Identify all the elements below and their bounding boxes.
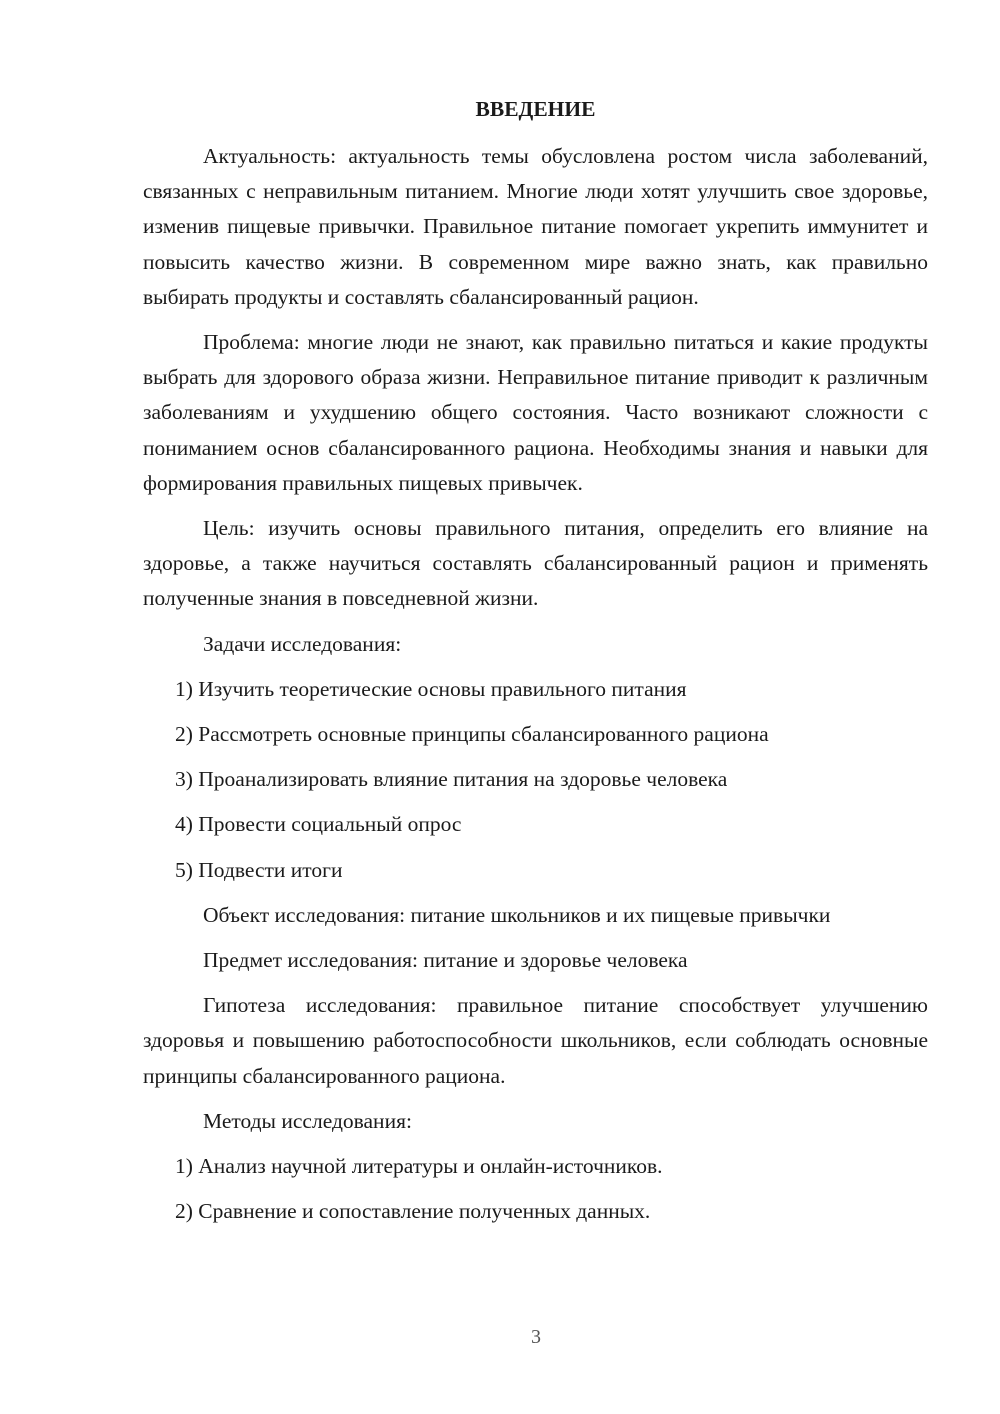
- list-item: 1) Изучить теоретические основы правильного питания: [175, 676, 687, 701]
- list-item: 5) Подвести итоги: [175, 857, 343, 882]
- list-item: 1) Анализ научной литературы и онлайн-источников.: [175, 1154, 663, 1179]
- page-number: 3: [531, 1326, 541, 1348]
- methods-heading: Методы исследования:: [203, 1108, 412, 1133]
- list-item: 4) Провести социальный опрос: [175, 812, 462, 837]
- research-subject: Предмет исследования: питание и здоровье человека: [203, 948, 688, 973]
- research-object: Объект исследования: питание школьников и их пищевые привычки: [203, 902, 831, 927]
- tasks-heading: Задачи исследования:: [203, 631, 402, 656]
- list-item: 2) Сравнение и сопоставление полученных данных.: [175, 1199, 651, 1224]
- list-item: 2) Рассмотреть основные принципы сбалансированного рациона: [175, 722, 769, 747]
- paragraph-problem: Проблема: многие люди не знают, как правильно питаться и какие продукты выбрать для здорового образа жизни. Неправильное питание приводит к различным заболеваниям и ухудшению общего состояния. Часто возникают сложности с пониманием основ сбалансированного рациона. Необходимы знания и навыки для формирования правильных пищевых привычек.: [143, 330, 928, 495]
- paragraph-relevance: Актуальность: актуальность темы обусловлена ростом числа заболеваний, связанных с неправильным питанием. Многие люди хотят улучшить свое здоровье, изменив пищевые привычки. Правильное питание помогает укрепить иммунитет и повысить качество жизни. В современном мире важно знать, как правильно выбирать продукты и составлять сбалансированный рацион.: [143, 144, 928, 309]
- paragraph-goal: Цель: изучить основы правильного питания, определить его влияние на здоровье, а также научиться составлять сбалансированный рацион и применять полученные знания в повседневной жизни.: [143, 516, 928, 611]
- document-page: [143, 92, 928, 1239]
- paragraph-hypothesis: Гипотеза исследования: правильное питание способствует улучшению здоровья и повышению работоспособности школьников, если соблюдать основные принципы сбалансированного рациона.: [143, 993, 928, 1088]
- list-item: 3) Проанализировать влияние питания на здоровье человека: [175, 767, 728, 792]
- page-title: ВВЕДЕНИЕ: [475, 97, 596, 121]
